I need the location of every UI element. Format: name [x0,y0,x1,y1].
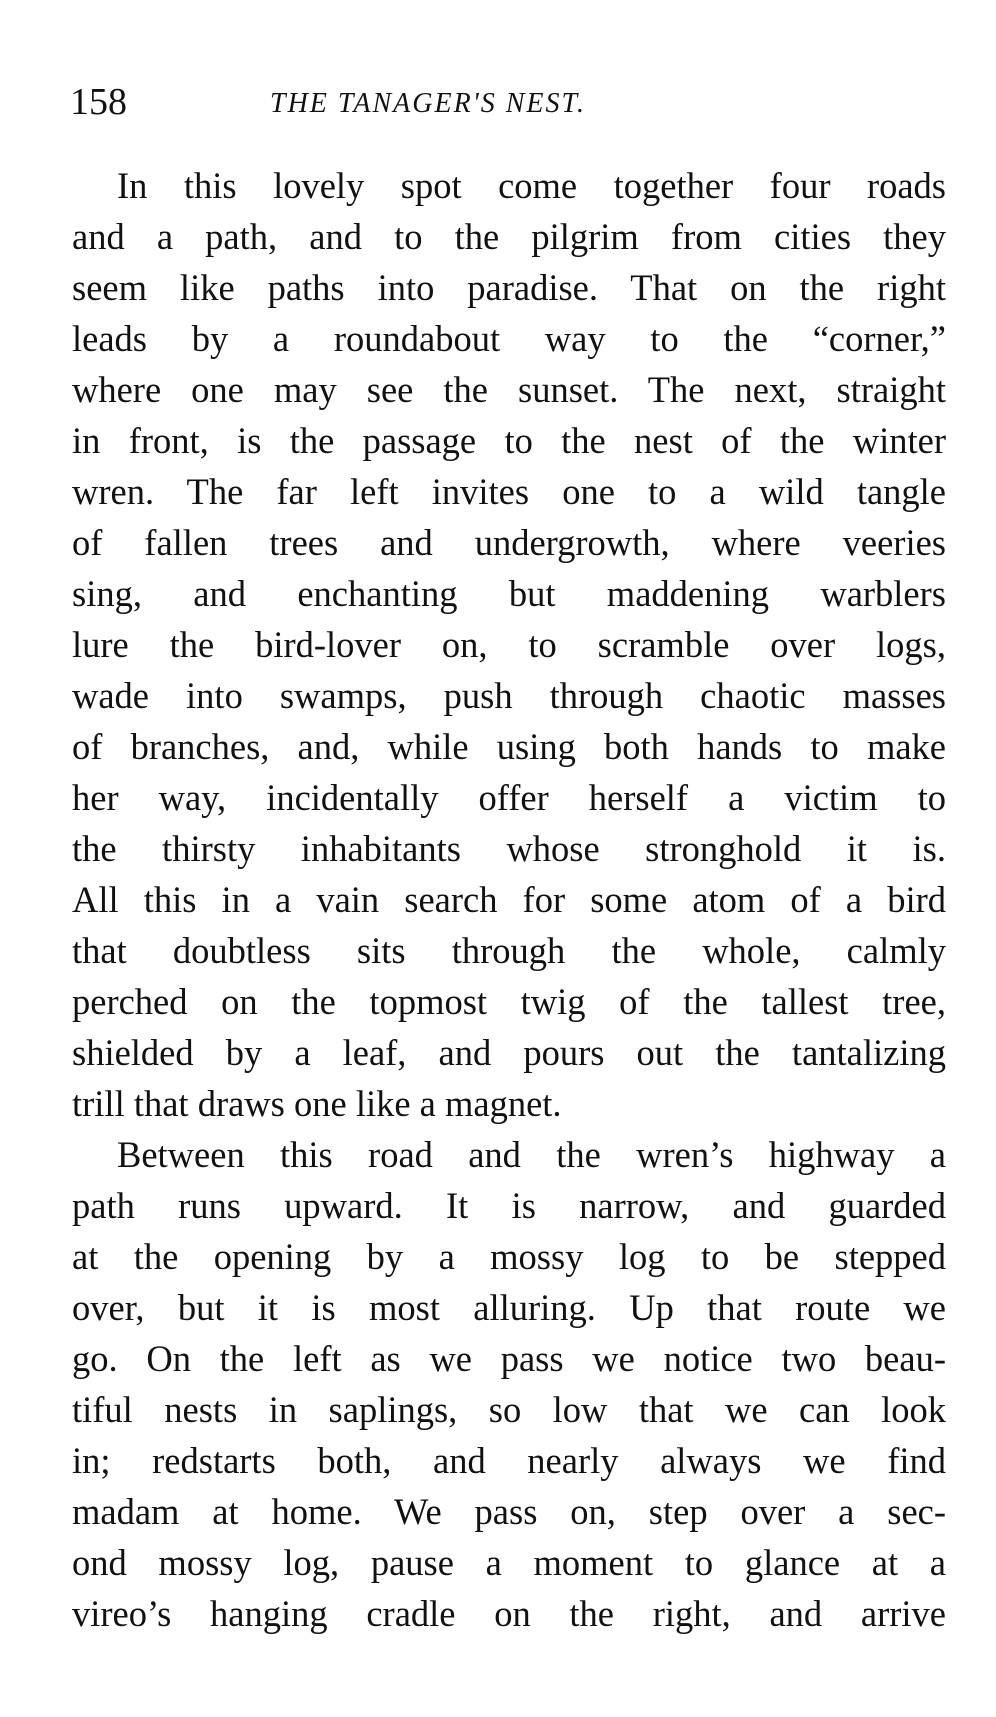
text-line: path runs upward. It is narrow, and guarded [72,1185,946,1226]
text-line: in; redstarts both, and nearly always we find [72,1440,946,1481]
text-line: sing, and enchanting but maddening warblers [72,573,946,614]
text-line: where one may see the sunset. The next, straight [72,369,946,410]
text-line: her way, incidentally offer herself a victim to [72,777,946,818]
text-line: go. On the left as we pass we notice two beau- [72,1338,946,1379]
text-line: of branches, and, while using both hands to make [72,726,946,767]
text-line: perched on the topmost twig of the tallest tree, [72,981,946,1022]
running-title: THE TANAGER'S NEST. [270,88,586,119]
text-line: in front, is the passage to the nest of the winter [72,420,946,461]
text-line: All this in a vain search for some atom of a bird [72,879,946,920]
text-line: and a path, and to the pilgrim from cities they [72,216,946,257]
running-head [70,80,940,124]
text-line: vireo’s hanging cradle on the right, and arrive [72,1593,946,1634]
text-line: trill that draws one like a magnet. [72,1083,562,1124]
text-line: over, but it is most alluring. Up that route we [72,1287,946,1328]
text-line: shielded by a leaf, and pours out the tantalizing [72,1032,946,1073]
text-line: leads by a roundabout way to the “corner,” [72,318,946,359]
text-line: ond mossy log, pause a moment to glance at a [72,1542,946,1583]
text-line: In this lovely spot come together four roads [117,165,946,206]
page-number: 158 [70,81,127,123]
text-line: tiful nests in saplings, so low that we can look [72,1389,946,1430]
text-line: the thirsty inhabitants whose stronghold it is. [72,828,946,869]
text-line: madam at home. We pass on, step over a sec- [72,1491,946,1532]
text-line: lure the bird-lover on, to scramble over logs, [72,624,946,665]
text-line: wade into swamps, push through chaotic masses [72,675,946,716]
text-line: wren. The far left invites one to a wild tangle [72,471,946,512]
body-text [72,160,946,1639]
text-line: at the opening by a mossy log to be stepped [72,1236,946,1277]
text-line: that doubtless sits through the whole, calmly [72,930,946,971]
text-line: of fallen trees and undergrowth, where veeries [72,522,946,563]
text-line: seem like paths into paradise. That on the right [72,267,946,308]
text-line: Between this road and the wren’s highway a [117,1134,946,1175]
